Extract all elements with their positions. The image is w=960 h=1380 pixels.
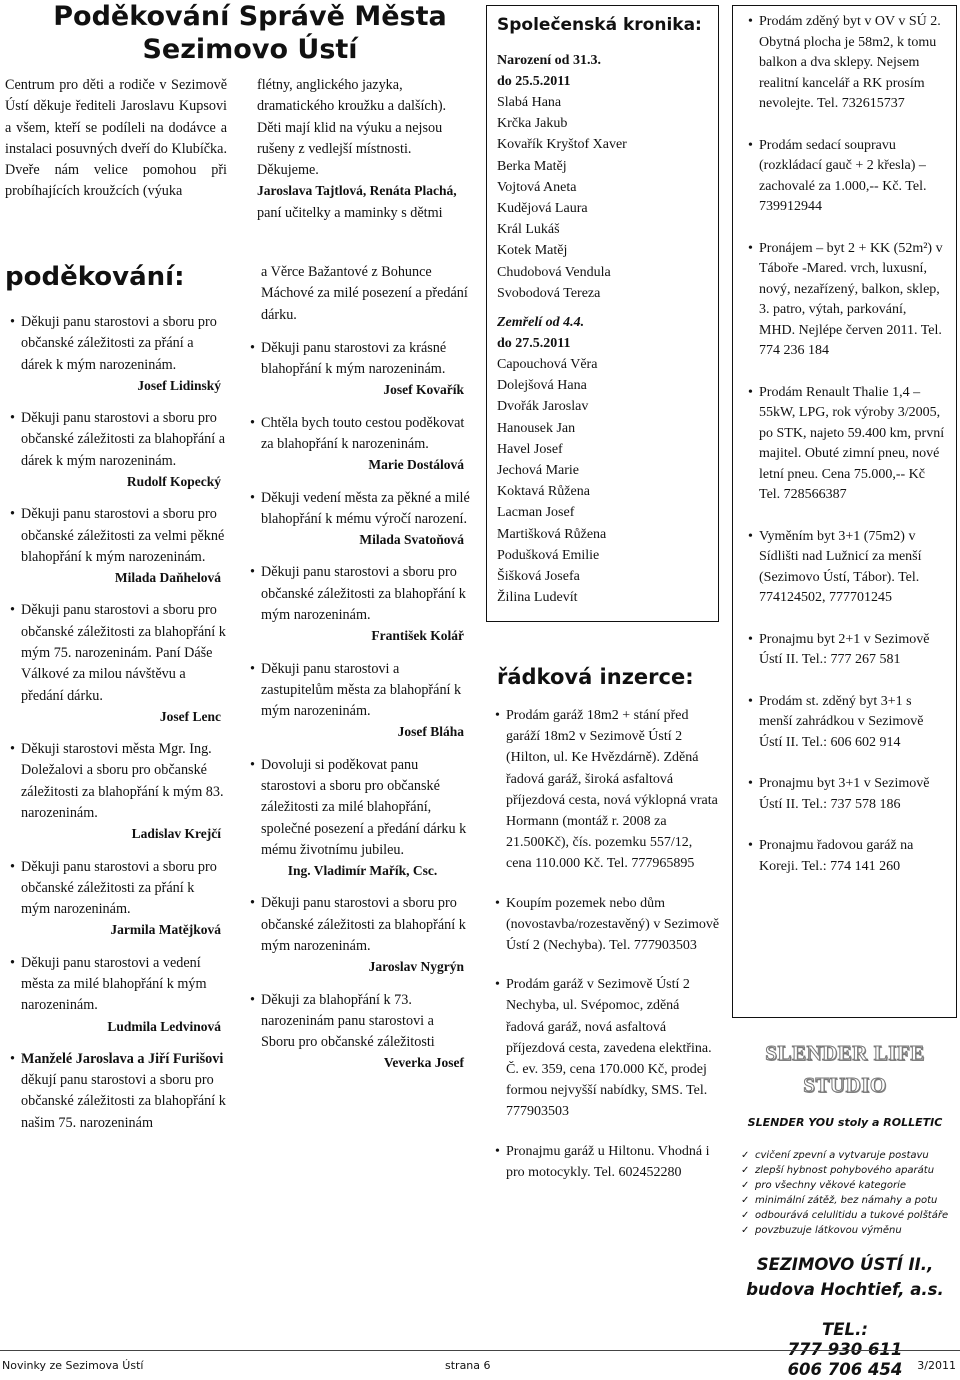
kronika-name: Hanousek Jan bbox=[497, 420, 576, 436]
thanks-signature: Ing. Vladimír Mařík, Csc. bbox=[287, 863, 438, 879]
thanks-item bbox=[245, 990, 470, 1074]
kronika-name: Král Lukáš bbox=[497, 222, 560, 238]
kronika-name: Dvořák Jaroslav bbox=[497, 399, 589, 415]
thanks-item bbox=[245, 338, 470, 401]
kronika-name: Havel Josef bbox=[497, 441, 563, 457]
intro-byline-names: Jaroslava Tajtlová, Renáta Plachá, bbox=[257, 183, 457, 199]
ad-item bbox=[743, 239, 946, 362]
ad-feature-text: odbourává celulitidu a tukové polštáře bbox=[755, 1209, 949, 1221]
ad-item-text: Prodám zděný byt v OV v SÚ 2. Obytná plocha je 58m2, k tomu balkon a dva sklepy. Nejsem realitní kancelář a RK prosím nevolejte. Tel. 732615737 bbox=[759, 14, 941, 111]
kronika-name: Podušková Emilie bbox=[497, 547, 600, 563]
check-icon: ✓ bbox=[741, 1179, 750, 1191]
ad-feature bbox=[741, 1193, 957, 1208]
bullet-icon: • bbox=[10, 410, 15, 427]
thanks-item bbox=[245, 413, 470, 476]
kronika-name: Vojtová Aneta bbox=[497, 179, 577, 195]
born-list bbox=[497, 92, 708, 304]
thanks-signature: Josef Kovařík bbox=[383, 382, 464, 398]
kronika-heading: Společenská kronika: bbox=[497, 15, 702, 35]
thanks-signature: Veverka Josef bbox=[383, 1055, 464, 1071]
ad-tel-2: 606 706 454 bbox=[787, 1359, 903, 1379]
check-icon: ✓ bbox=[741, 1209, 750, 1221]
bullet-icon: • bbox=[250, 564, 255, 581]
thanks-text: Děkuji vedení města za pěkné a milé blahopřání k mému výročí narození. bbox=[261, 489, 470, 527]
bullet-icon: • bbox=[10, 1050, 15, 1067]
thanks-item bbox=[245, 893, 470, 977]
inzerce-box bbox=[732, 5, 957, 1018]
intro-byline bbox=[257, 181, 467, 224]
check-icon: ✓ bbox=[741, 1149, 750, 1161]
thanks-signature: Ladislav Krejčí bbox=[131, 826, 221, 842]
ad-place-line2: budova Hochtief, a.s. bbox=[746, 1279, 944, 1299]
thanks-item bbox=[5, 857, 227, 941]
bullet-icon: • bbox=[10, 602, 15, 619]
thanks-text: Dovoluji si poděkovat panu starostovi a sboru pro občanské záležitosti za milé blahopřání, společné posezení a předání dárku k mému životnímu jubileu. bbox=[261, 756, 467, 858]
ad-tagline: SLENDER YOU stoly a ROLLETIC bbox=[747, 1116, 943, 1129]
bullet-icon: • bbox=[748, 14, 753, 29]
bullet-icon: • bbox=[250, 756, 255, 773]
kronika-name: Lacman Josef bbox=[497, 505, 575, 521]
thanks-signature: Ludmila Ledvinová bbox=[107, 1018, 221, 1034]
ad-item-text: Pronajmu byt 2+1 v Sezimově Ústí II. Tel.: 777 267 581 bbox=[759, 631, 930, 667]
thanks-signature: Jarmila Matějková bbox=[110, 922, 221, 938]
ad-logo: SLENDER LIFE STUDIO bbox=[765, 1041, 925, 1097]
thanks-text: a Věrce Bažantové z Bohunce Máchové za milé posezení a předání dárku. bbox=[261, 264, 468, 323]
ad-item bbox=[490, 1141, 720, 1183]
thanks-signature: Milada Svatoňová bbox=[359, 532, 464, 548]
intro-text-left: Centrum pro děti a rodiče v Sezimově Ústí děkuje řediteli Jaroslavu Kupsovi a všem, kteří se podíleli na dodávce a instalaci posuvných dveří do Klubíčka. Dveře nám velice pomohou při probíhajících kroužcích (výuka bbox=[5, 77, 227, 200]
footer-page-number: strana 6 bbox=[445, 1359, 491, 1372]
bullet-icon: • bbox=[495, 1143, 500, 1159]
bullet-icon: • bbox=[748, 240, 753, 256]
thanks-list-1 bbox=[5, 312, 227, 1134]
ad-feature bbox=[741, 1148, 957, 1163]
ad-item bbox=[490, 974, 720, 1122]
thanks-text: Děkuji panu starostovi a vedení města za milé blahopřání k mým narozeninám. bbox=[21, 954, 207, 1014]
kronika-name: Kudějová Laura bbox=[497, 201, 588, 217]
thanks-item bbox=[5, 312, 227, 396]
thanks-signature: Josef Lenc bbox=[159, 708, 221, 724]
ad-item bbox=[743, 630, 946, 671]
thanks-text: Děkuji panu starostovi a sboru pro občanské záležitosti za velmi pěkné blahopřání k mým narozeninám. bbox=[21, 506, 225, 565]
ad-item-text: Prodám Renault Thalie 1,4 – 55kW, LPG, rok výroby 3/2005, po STK, najeto 59.400 km, první majitel. Obuté zimní pneu, nové letní pneu. Cena 75.000,-- Kč Tel. 728566387 bbox=[759, 384, 945, 502]
died-list bbox=[497, 354, 708, 608]
ad-item bbox=[490, 893, 720, 957]
kronika-name: Koktavá Růžena bbox=[497, 484, 590, 500]
ad-item bbox=[743, 136, 946, 218]
thanks-text: Děkuji panu starostovi a sboru pro občanské záležitosti za blahopřání k mým narozeninám. bbox=[261, 564, 466, 624]
thanks-text: Děkuji panu starostovi a sboru pro občanské záležitosti za blahopřání k mým narozeninám. bbox=[261, 895, 466, 955]
ad-item bbox=[743, 527, 946, 609]
thanks-signature: Rudolf Kopecký bbox=[126, 474, 221, 490]
thanks-text: Děkuji panu starostovi a sboru pro občanské záležitosti za blahopřání a dárek k mým narozeninám. bbox=[21, 410, 226, 469]
ad-item bbox=[490, 705, 720, 875]
thanks-item bbox=[245, 562, 470, 646]
bullet-icon: • bbox=[748, 528, 753, 544]
footer-divider bbox=[0, 1350, 960, 1351]
bullet-icon: • bbox=[250, 991, 255, 1008]
ad-feature-text: zlepší hybnost pohybového aparátu bbox=[755, 1164, 935, 1176]
born-heading-1: Narození od 31.3. bbox=[497, 53, 601, 68]
bullet-icon: • bbox=[10, 741, 15, 758]
footer-issue: 3/2011 bbox=[917, 1359, 956, 1372]
kronika-name: Kotek Matěj bbox=[497, 243, 568, 259]
ad-place-line1: SEZIMOVO ÚSTÍ II., bbox=[756, 1254, 934, 1274]
thanks-text: Děkuji panu starostovi a sboru pro občanské záležitosti za přání k mým narozeninám. bbox=[21, 858, 217, 918]
kronika-name: Slabá Hana bbox=[497, 95, 562, 110]
bullet-icon: • bbox=[250, 895, 255, 912]
thanks-text: Děkuji panu starostovi za krásné blahopřání k mým narozeninám. bbox=[261, 339, 447, 378]
bullet-icon: • bbox=[748, 776, 753, 791]
radkova-heading: řádková inzerce: bbox=[497, 665, 694, 689]
thanks-heading: poděkování: bbox=[5, 262, 185, 292]
ad-feature bbox=[741, 1178, 957, 1193]
kronika-name: Martišková Růžena bbox=[497, 526, 607, 542]
thanks-text: Děkuji panu starostovi a sboru pro občanské záležitosti za blahopřání k mým 75. narozeninám. Paní Dáše Válkové za milou návštěvu a předání dárku. bbox=[21, 602, 226, 704]
bullet-icon: • bbox=[10, 858, 15, 875]
bullet-icon: • bbox=[495, 708, 500, 723]
ad-features bbox=[741, 1148, 957, 1238]
ad-feature-text: pro všechny věkové kategorie bbox=[755, 1179, 907, 1191]
thanks-signature: Jaroslav Nygrýn bbox=[368, 959, 464, 975]
ad-item bbox=[743, 692, 946, 754]
inzerce-list bbox=[743, 12, 946, 877]
ad-item-text: Pronajmu řadovou garáž na Koreji. Tel.: 774 141 260 bbox=[759, 838, 914, 874]
footer-publication: Novinky ze Sezimova Ústí bbox=[2, 1359, 144, 1372]
thanks-item bbox=[245, 755, 470, 882]
bullet-icon: • bbox=[250, 339, 255, 356]
ad-item-text: Pronajmu byt 3+1 v Sezimově Ústí II. Tel.: 737 578 186 bbox=[759, 776, 930, 812]
intro-text-right bbox=[257, 75, 467, 224]
check-icon: ✓ bbox=[741, 1224, 750, 1236]
ad-tel-label: TEL.: bbox=[822, 1319, 868, 1339]
thanks-text: Chtěla bych touto cestou poděkovat za blahopřání k narozeninám. bbox=[261, 414, 465, 453]
thanks-item bbox=[245, 262, 470, 326]
bullet-icon: • bbox=[10, 954, 15, 971]
thanks-bold-lead: Manželé Jaroslava a Jiří Furišovi bbox=[21, 1050, 224, 1067]
kronika-name: Svobodová Tereza bbox=[497, 285, 601, 301]
ad-tel-1: 777 930 611 bbox=[787, 1339, 903, 1359]
kronika-name: Berka Matěj bbox=[497, 158, 567, 174]
died-heading-1: Zemřelí od 4.4. bbox=[497, 315, 585, 331]
page-title-line2: Sezimovo Ústí bbox=[142, 34, 358, 65]
bullet-icon: • bbox=[250, 414, 255, 431]
thanks-column-1 bbox=[5, 262, 227, 1146]
ad-item-text: Prodám st. zděný byt 3+1 s menší zahrádkou v Sezimově Ústí II. Tel.: 606 602 914 bbox=[759, 693, 924, 750]
thanks-item bbox=[5, 600, 227, 727]
ad-feature-text: povzbuzuje látkovou výměnu bbox=[755, 1224, 902, 1236]
check-icon: ✓ bbox=[741, 1164, 750, 1176]
ad-feature-text: cvičení zpevní a vytvaruje postavu bbox=[755, 1149, 929, 1161]
bullet-icon: • bbox=[748, 137, 753, 153]
thanks-item bbox=[5, 953, 227, 1037]
ad-item bbox=[743, 836, 946, 877]
intro-text-right-body: flétny, anglického jazyka, dramatického kroužku a dalších). Děti mají klid na výuku a nejsou rušeny z vedlejší místnosti. Děkujeme. bbox=[257, 77, 447, 179]
bullet-icon: • bbox=[250, 660, 255, 677]
thanks-signature: Josef Lidinský bbox=[137, 377, 221, 393]
thanks-text: Děkuji panu starostovi a sboru pro občanské záležitosti za přání a dárek k mým narozeninám. bbox=[21, 314, 217, 373]
kronika-name: Krčka Jakub bbox=[497, 116, 568, 132]
intro-byline-rest: paní učitelky a maminky s dětmi bbox=[257, 204, 443, 221]
thanks-item bbox=[5, 408, 227, 492]
kronika-name: Jechová Marie bbox=[497, 463, 580, 479]
kronika-name: Kovařík Kryštof Xaver bbox=[497, 137, 627, 153]
thanks-item bbox=[245, 659, 470, 743]
thanks-signature: Milada Daňhelová bbox=[114, 570, 221, 586]
kronika-name: Žilina Ludevít bbox=[497, 590, 578, 606]
thanks-signature: Marie Dostálová bbox=[368, 457, 464, 473]
kronika-name: Šišková Josefa bbox=[497, 569, 580, 585]
radkova-list bbox=[490, 705, 720, 1201]
ad-feature bbox=[741, 1163, 957, 1178]
ad-item bbox=[743, 383, 946, 506]
kronika-name: Dolejšová Hana bbox=[497, 378, 587, 394]
thanks-signature: Josef Bláha bbox=[397, 724, 464, 740]
died-heading-2: do 27.5.2011 bbox=[497, 336, 571, 352]
thanks-item bbox=[245, 488, 470, 551]
ad-item bbox=[743, 12, 946, 115]
ad-item-text: Prodám sedací soupravu (rozkládací gauč + 2 křesla) – zachovalé za 1.000,-- Kč. Tel. 739912944 bbox=[759, 137, 927, 214]
thanks-column-2 bbox=[245, 262, 470, 1086]
bullet-icon: • bbox=[10, 314, 15, 330]
thanks-text: Děkuji za blahopřání k 73. narozeninám panu starostovi a Sboru pro občanské záležitosti bbox=[261, 991, 435, 1051]
thanks-text: Děkuji starostovi města Mgr. Ing. Doležalovi a sboru pro občanské záležitosti za blahopřání k mým 83. narozeninám. bbox=[21, 741, 224, 822]
bullet-icon: • bbox=[748, 693, 753, 709]
thanks-item bbox=[5, 739, 227, 844]
ad-item-text: Prodám garáž 18m2 + stání před garáží 18m2 v Sezimově Ústí 2 (Hilton, ul. Ke Hvězdárně). Zděná řadová garáž, široká asfaltová příjezdová cesta, nová výklopná vrata Hormann (montáž r. 2008 za 21.500Kč), čís. pozemku 557/12, cena 110.000 Kč. Tel. 777965895 bbox=[506, 708, 718, 872]
ad-feature-text: minimální zátěž, bez námahy a potu bbox=[755, 1194, 938, 1206]
ad-item-text: Pronájem – byt 2 + KK (52m²) v Táboře -Mared. vrch, luxusní, nový, nezařízený, balkon, sklep, 3. patro, výtah, parkování, MHD. Nejlépe červen 2011. Tel. 774 236 184 bbox=[759, 240, 943, 358]
ad-item bbox=[743, 774, 946, 815]
page-title bbox=[30, 0, 470, 66]
bullet-icon: • bbox=[10, 506, 15, 523]
ad-item-text: Vyměním byt 3+1 (75m2) v Sídlišti nad Lužnicí za menší (Sezimovo Ústí, Tábor). Tel. 774124502, 777701245 bbox=[759, 528, 922, 605]
ad-item-text: Koupím pozemek nebo dům (novostavba/rozestavěný) v Sezimově Ústí 2 (Nechyba). Tel. 777903503 bbox=[506, 895, 720, 954]
check-icon: ✓ bbox=[741, 1194, 750, 1206]
ad-item-text: Prodám garáž v Sezimově Ústí 2 Nechyba, ul. Svépomoc, zděná řadová garáž, nová asfaltová příjezdová cesta, zavedena elektřina. Č. ev. 359, cena 170.000 Kč, prodej formou nejvyšší nabídky, SMS. Tel. 777903503 bbox=[506, 977, 712, 1120]
kronika-name: Chudobová Vendula bbox=[497, 264, 611, 280]
born-heading-2: do 25.5.2011 bbox=[497, 74, 571, 89]
thanks-list-2 bbox=[245, 262, 470, 1074]
thanks-text: děkují panu starostovi a sboru pro občanské záležitosti za blahopřání k našim 75. narozeninám bbox=[21, 1072, 226, 1131]
bullet-icon: • bbox=[495, 977, 500, 993]
bullet-icon: • bbox=[748, 631, 753, 647]
kronika-name: Capouchová Věra bbox=[497, 357, 598, 373]
bullet-icon: • bbox=[495, 895, 500, 911]
thanks-item bbox=[5, 1049, 227, 1134]
page-title-line1: Poděkování Správě Města bbox=[53, 1, 447, 32]
thanks-item bbox=[5, 504, 227, 588]
ad-feature bbox=[741, 1208, 957, 1223]
ad-item-text: Pronajmu garáž u Hiltonu. Vhodná i pro motocykly. Tel. 602452280 bbox=[506, 1143, 710, 1180]
ad-feature bbox=[741, 1223, 957, 1238]
thanks-signature: František Kolář bbox=[371, 628, 464, 644]
bullet-icon: • bbox=[250, 489, 255, 506]
thanks-text: Děkuji panu starostovi a zastupitelům města za blahopřání k mým narozeninám. bbox=[261, 660, 462, 720]
kronika-box bbox=[486, 5, 719, 622]
bullet-icon: • bbox=[748, 384, 753, 400]
ad-place bbox=[733, 1252, 957, 1302]
bullet-icon: • bbox=[748, 838, 753, 853]
